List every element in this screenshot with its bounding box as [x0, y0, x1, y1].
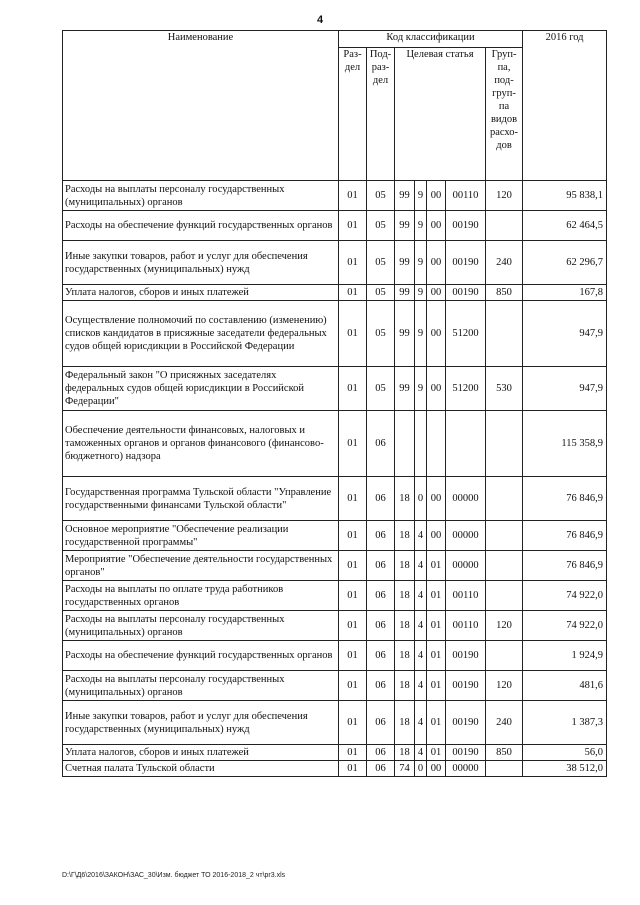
direction-code-cell: 00190: [446, 241, 486, 285]
expense-type-cell: [486, 211, 523, 241]
footer-file-path: D:\Г\Д6\2016\ЗАКОН\ЗАС_30\Изм. бюджет ТО 2016-2018_2 чт\pr3.xls: [62, 872, 286, 879]
amount-cell: 115 358,9: [523, 411, 607, 477]
table-row: [63, 761, 607, 777]
row-name-cell: Расходы на выплаты по оплате труда работников государственных органов: [63, 581, 339, 611]
event-code-cell: 00: [427, 367, 446, 411]
amount-cell: 167,8: [523, 285, 607, 301]
program-code-cell: 18: [395, 701, 415, 745]
table-row: [63, 611, 607, 641]
row-name-cell: Уплата налогов, сборов и иных платежей: [63, 745, 339, 761]
header-group-line: па: [498, 101, 510, 112]
direction-code-cell: 00190: [446, 671, 486, 701]
expense-type-cell: 120: [486, 671, 523, 701]
amount-cell: 947,9: [523, 367, 607, 411]
section-code-cell: 01: [339, 367, 367, 411]
section-code-cell: 01: [339, 301, 367, 367]
subprogram-code-cell: 4: [415, 521, 427, 551]
subsection-code-cell: 06: [367, 761, 395, 777]
subsection-code-cell: 06: [367, 551, 395, 581]
amount-cell: 481,6: [523, 671, 607, 701]
amount-cell: 76 846,9: [523, 521, 607, 551]
amount-cell: 1 924,9: [523, 641, 607, 671]
subprogram-code-cell: 0: [415, 477, 427, 521]
subprogram-code-cell: 4: [415, 581, 427, 611]
expense-type-cell: 850: [486, 285, 523, 301]
expense-type-cell: 850: [486, 745, 523, 761]
subsection-code-cell: 06: [367, 477, 395, 521]
section-code-cell: 01: [339, 701, 367, 745]
table-row: [63, 367, 607, 411]
page-number: 4: [316, 14, 324, 26]
expense-type-cell: 240: [486, 241, 523, 285]
section-code-cell: 01: [339, 411, 367, 477]
section-code-cell: 01: [339, 745, 367, 761]
header-expense-group: [486, 48, 523, 181]
subsection-code-cell: 06: [367, 671, 395, 701]
expense-type-cell: [486, 761, 523, 777]
direction-code-cell: 00000: [446, 477, 486, 521]
expense-type-cell: [486, 551, 523, 581]
table-row: [63, 701, 607, 745]
program-code-cell: 18: [395, 671, 415, 701]
program-code-cell: 74: [395, 761, 415, 777]
header-group-line: дов: [496, 140, 512, 151]
section-code-cell: 01: [339, 211, 367, 241]
row-name-cell: Основное мероприятие "Обеспечение реализации государственной программы": [63, 521, 339, 551]
section-code-cell: 01: [339, 641, 367, 671]
event-code-cell: 01: [427, 551, 446, 581]
event-code-cell: 01: [427, 641, 446, 671]
direction-code-cell: 51200: [446, 367, 486, 411]
event-code-cell: 00: [427, 761, 446, 777]
event-code-cell: 00: [427, 301, 446, 367]
event-code-cell: 00: [427, 521, 446, 551]
subprogram-code-cell: 9: [415, 181, 427, 211]
program-code-cell: 99: [395, 285, 415, 301]
row-name-cell: Иные закупки товаров, работ и услуг для обеспечения государственных (муниципальных) нужд: [63, 241, 339, 285]
table-row: [63, 581, 607, 611]
row-name-cell: Расходы на обеспечение функций государственных органов: [63, 641, 339, 671]
subsection-code-cell: 06: [367, 521, 395, 551]
section-code-cell: 01: [339, 581, 367, 611]
row-name-cell: Иные закупки товаров, работ и услуг для обеспечения государственных (муниципальных) нужд: [63, 701, 339, 745]
event-code-cell: 01: [427, 745, 446, 761]
expense-type-cell: 120: [486, 181, 523, 211]
program-code-cell: 99: [395, 301, 415, 367]
direction-code-cell: 00190: [446, 745, 486, 761]
subprogram-code-cell: 9: [415, 301, 427, 367]
program-code-cell: 99: [395, 367, 415, 411]
event-code-cell: 00: [427, 211, 446, 241]
table-row: [63, 181, 607, 211]
program-code-cell: 99: [395, 181, 415, 211]
subprogram-code-cell: 4: [415, 641, 427, 671]
section-code-cell: 01: [339, 551, 367, 581]
header-subsection-line: дел: [372, 75, 389, 86]
table-row: [63, 641, 607, 671]
subprogram-code-cell: [415, 411, 427, 477]
row-name-cell: Государственная программа Тульской области "Управление государственными финансами Тульской области": [63, 477, 339, 521]
header-name: Наименование: [63, 31, 339, 181]
header-subsection: [367, 48, 395, 181]
table-row: [63, 551, 607, 581]
direction-code-cell: 00110: [446, 611, 486, 641]
row-name-cell: Расходы на выплаты персоналу государственных (муниципальных) органов: [63, 181, 339, 211]
direction-code-cell: 00110: [446, 581, 486, 611]
section-code-cell: 01: [339, 241, 367, 285]
expense-type-cell: 530: [486, 367, 523, 411]
header-section-line: дел: [344, 62, 361, 73]
subsection-code-cell: 06: [367, 701, 395, 745]
budget-table: [62, 30, 607, 777]
subsection-code-cell: 06: [367, 641, 395, 671]
subprogram-code-cell: 9: [415, 241, 427, 285]
direction-code-cell: 00190: [446, 641, 486, 671]
amount-cell: 95 838,1: [523, 181, 607, 211]
program-code-cell: 18: [395, 611, 415, 641]
header-section-line: Раз-: [343, 49, 362, 60]
subsection-code-cell: 05: [367, 181, 395, 211]
subprogram-code-cell: 4: [415, 671, 427, 701]
section-code-cell: 01: [339, 477, 367, 521]
table-row: [63, 521, 607, 551]
amount-cell: 74 922,0: [523, 611, 607, 641]
subprogram-code-cell: 9: [415, 367, 427, 411]
row-name-cell: Расходы на выплаты персоналу государственных (муниципальных) органов: [63, 671, 339, 701]
direction-code-cell: 00190: [446, 211, 486, 241]
event-code-cell: 01: [427, 581, 446, 611]
expense-type-cell: [486, 581, 523, 611]
subprogram-code-cell: 4: [415, 701, 427, 745]
subprogram-code-cell: 9: [415, 211, 427, 241]
header-target-article: Целевая статья: [395, 48, 486, 181]
direction-code-cell: 00110: [446, 181, 486, 211]
header-group-line: па,: [497, 62, 511, 73]
amount-cell: 76 846,9: [523, 477, 607, 521]
row-name-cell: Расходы на выплаты персоналу государственных (муниципальных) органов: [63, 611, 339, 641]
subprogram-code-cell: 9: [415, 285, 427, 301]
row-name-cell: Расходы на обеспечение функций государственных органов: [63, 211, 339, 241]
program-code-cell: 18: [395, 745, 415, 761]
event-code-cell: 01: [427, 671, 446, 701]
program-code-cell: 99: [395, 211, 415, 241]
row-name-cell: Осуществление полномочий по составлению (изменению) списков кандидатов в присяжные заседатели федеральных судов общей юрисдикции в Российской Федерации: [63, 301, 339, 367]
header-subsection-line: раз-: [371, 62, 390, 73]
subsection-code-cell: 05: [367, 367, 395, 411]
event-code-cell: 00: [427, 285, 446, 301]
program-code-cell: 18: [395, 551, 415, 581]
program-code-cell: 18: [395, 521, 415, 551]
header-row-1: [63, 31, 607, 48]
event-code-cell: 01: [427, 701, 446, 745]
table-row: [63, 411, 607, 477]
subsection-code-cell: 05: [367, 285, 395, 301]
header-subsection-line: Под-: [369, 49, 392, 60]
program-code-cell: 18: [395, 477, 415, 521]
row-name-cell: Обеспечение деятельности финансовых, налоговых и таможенных органов и органов финансового (финансово-бюджетного) надзора: [63, 411, 339, 477]
direction-code-cell: [446, 411, 486, 477]
subsection-code-cell: 06: [367, 745, 395, 761]
subsection-code-cell: 06: [367, 581, 395, 611]
header-year: 2016 год: [523, 31, 607, 181]
row-name-cell: Уплата налогов, сборов и иных платежей: [63, 285, 339, 301]
event-code-cell: 00: [427, 477, 446, 521]
amount-cell: 74 922,0: [523, 581, 607, 611]
direction-code-cell: 00190: [446, 701, 486, 745]
subsection-code-cell: 06: [367, 411, 395, 477]
direction-code-cell: 00000: [446, 521, 486, 551]
program-code-cell: 99: [395, 241, 415, 285]
table-row: [63, 211, 607, 241]
header-section: [339, 48, 367, 181]
expense-type-cell: 120: [486, 611, 523, 641]
event-code-cell: 00: [427, 241, 446, 285]
subsection-code-cell: 05: [367, 301, 395, 367]
section-code-cell: 01: [339, 285, 367, 301]
event-code-cell: 01: [427, 611, 446, 641]
amount-cell: 56,0: [523, 745, 607, 761]
expense-type-cell: [486, 521, 523, 551]
expense-type-cell: [486, 477, 523, 521]
header-group-line: груп-: [492, 88, 516, 99]
section-code-cell: 01: [339, 611, 367, 641]
expense-type-cell: [486, 301, 523, 367]
section-code-cell: 01: [339, 181, 367, 211]
direction-code-cell: 51200: [446, 301, 486, 367]
amount-cell: 62 296,7: [523, 241, 607, 285]
table-row: [63, 285, 607, 301]
program-code-cell: [395, 411, 415, 477]
subsection-code-cell: 05: [367, 211, 395, 241]
amount-cell: 947,9: [523, 301, 607, 367]
header-group-line: Груп-: [491, 49, 517, 60]
direction-code-cell: 00000: [446, 761, 486, 777]
section-code-cell: 01: [339, 521, 367, 551]
amount-cell: 76 846,9: [523, 551, 607, 581]
direction-code-cell: 00190: [446, 285, 486, 301]
table-body: [63, 181, 607, 777]
section-code-cell: 01: [339, 671, 367, 701]
subsection-code-cell: 05: [367, 241, 395, 285]
direction-code-cell: 00000: [446, 551, 486, 581]
subprogram-code-cell: 4: [415, 611, 427, 641]
amount-cell: 38 512,0: [523, 761, 607, 777]
row-name-cell: Федеральный закон "О присяжных заседателях федеральных судов общей юрисдикции в Российской Федерации": [63, 367, 339, 411]
table-row: [63, 745, 607, 761]
row-name-cell: Мероприятие "Обеспечение деятельности государственных органов": [63, 551, 339, 581]
subsection-code-cell: 06: [367, 611, 395, 641]
table-row: [63, 671, 607, 701]
table-row: [63, 241, 607, 285]
section-code-cell: 01: [339, 761, 367, 777]
subprogram-code-cell: 0: [415, 761, 427, 777]
event-code-cell: 00: [427, 181, 446, 211]
amount-cell: 1 387,3: [523, 701, 607, 745]
header-classification-code: Код классификации: [339, 31, 523, 48]
subprogram-code-cell: 4: [415, 551, 427, 581]
expense-type-cell: [486, 411, 523, 477]
expense-type-cell: 240: [486, 701, 523, 745]
program-code-cell: 18: [395, 581, 415, 611]
amount-cell: 62 464,5: [523, 211, 607, 241]
program-code-cell: 18: [395, 641, 415, 671]
table-row: [63, 477, 607, 521]
header-group-line: видов: [490, 114, 518, 125]
event-code-cell: [427, 411, 446, 477]
table-row: [63, 301, 607, 367]
header-group-line: расхо-: [490, 127, 519, 138]
expense-type-cell: [486, 641, 523, 671]
header-group-line: под-: [494, 75, 514, 86]
subprogram-code-cell: 4: [415, 745, 427, 761]
row-name-cell: Счетная палата Тульской области: [63, 761, 339, 777]
